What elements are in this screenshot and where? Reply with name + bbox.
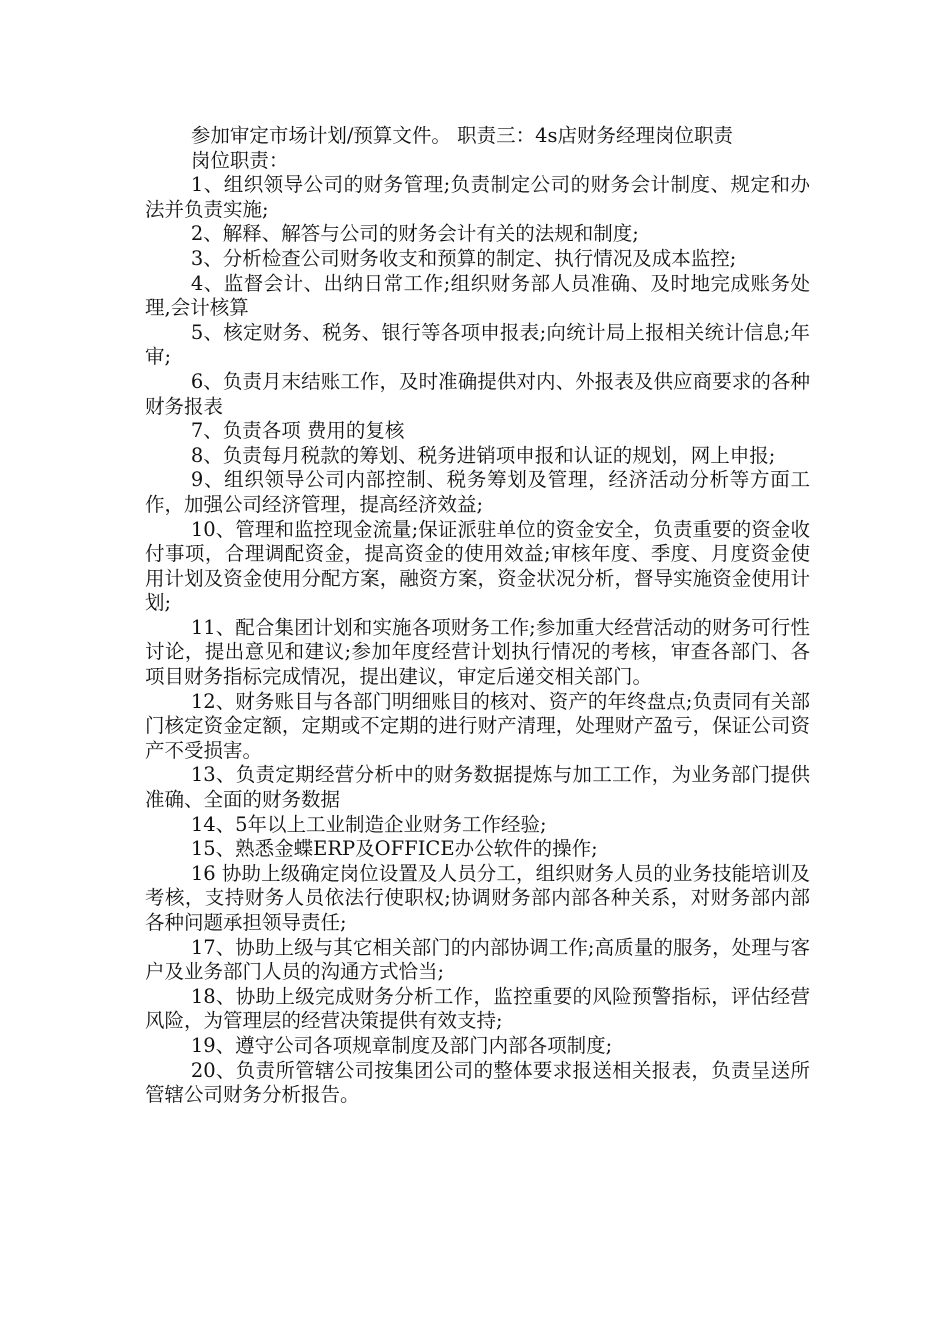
paragraph-item-18: 18、协助上级完成财务分析工作，监控重要的风险预警指标，评估经营风险，为管理层的经营决策提供有效支持; [145, 984, 810, 1033]
paragraph-item-17: 17、协助上级与其它相关部门的内部协调工作;高质量的服务，处理与客户及业务部门人员的沟通方式恰当; [145, 935, 810, 984]
paragraph-item-9: 9、组织领导公司内部控制、税务筹划及管理，经济活动分析等方面工作，加强公司经济管理，提高经济效益; [145, 468, 810, 516]
paragraph-item-3: 3、分析检查公司财务收支和预算的制定、执行情况及成本监控; [190, 246, 737, 270]
paragraph-item-20: 20、负责所管辖公司按集团公司的整体要求报送相关报表，负责呈送所管辖公司财务分析报告。 [145, 1058, 810, 1107]
paragraph-heading: 岗位职责： [190, 148, 289, 172]
paragraph-item-8: 8、负责每月税款的筹划、税务进销项申报和认证的规划，网上申报; [190, 443, 776, 467]
paragraph-item-13: 13、负责定期经营分析中的财务数据提炼与加工工作，为业务部门提供准确、全面的财务数据 [145, 763, 810, 812]
paragraph-intro: 参加审定市场计划/预算文件。 职责三：4s店财务经理岗位职责 [190, 124, 733, 147]
paragraph-item-10: 10、管理和监控现金流量;保证派驻单位的资金安全，负责重要的资金收付事项，合理调配资金，提高资金的使用效益;审核年度、季度、月度资金使用计划及资金使用分配方案，融资方案，资金状况分析，督导实施资金使用计划; [145, 517, 810, 615]
paragraph-item-2: 2、解释、解答与公司的财务会计有关的法规和制度; [190, 222, 639, 246]
paragraph-item-7: 7、负责各项 费用的复核 [190, 419, 405, 443]
paragraph-item-12: 12、财务账目与各部门明细账目的核对、资产的年终盘点;负责同有关部门核定资金定额，定期或不定期的进行财产清理，处理财产盈亏，保证公司资产不受损害。 [145, 689, 810, 762]
paragraph-item-4: 4、监督会计、出纳日常工作;组织财务部人员准确、及时地完成账务处理,会计核算 [145, 271, 810, 320]
paragraph-item-1: 1、组织领导公司的财务管理;负责制定公司的财务会计制度、规定和办法并负责实施; [145, 173, 810, 221]
paragraph-item-5: 5、核定财务、税务、银行等各项申报表;向统计局上报相关统计信息;年审; [145, 320, 810, 369]
paragraph-item-6: 6、负责月末结账工作，及时准确提供对内、外报表及供应商要求的各种财务报表 [145, 369, 810, 418]
paragraph-item-11: 11、配合集团计划和实施各项财务工作;参加重大经营活动的财务可行性讨论，提出意见和建议;参加年度经营计划执行情况的考核，审查各部门、各项目财务指标完成情况，提出建议，审定后递交相关部门。 [145, 615, 810, 689]
paragraph-item-16: 16 协助上级确定岗位设置及人员分工，组织财务人员的业务技能培训及考核，支持财务人员依法行使职权;协调财务部内部各种关系，对财务部内部各种问题承担领导责任; [145, 861, 810, 934]
document-body [145, 124, 810, 1108]
paragraph-item-14: 14、5年以上工业制造企业财务工作经验; [190, 812, 547, 836]
paragraph-item-19: 19、遵守公司各项规章制度及部门内部各项制度; [190, 1033, 613, 1057]
paragraph-item-15: 15、熟悉金蝶ERP及OFFICE办公软件的操作; [190, 837, 598, 861]
